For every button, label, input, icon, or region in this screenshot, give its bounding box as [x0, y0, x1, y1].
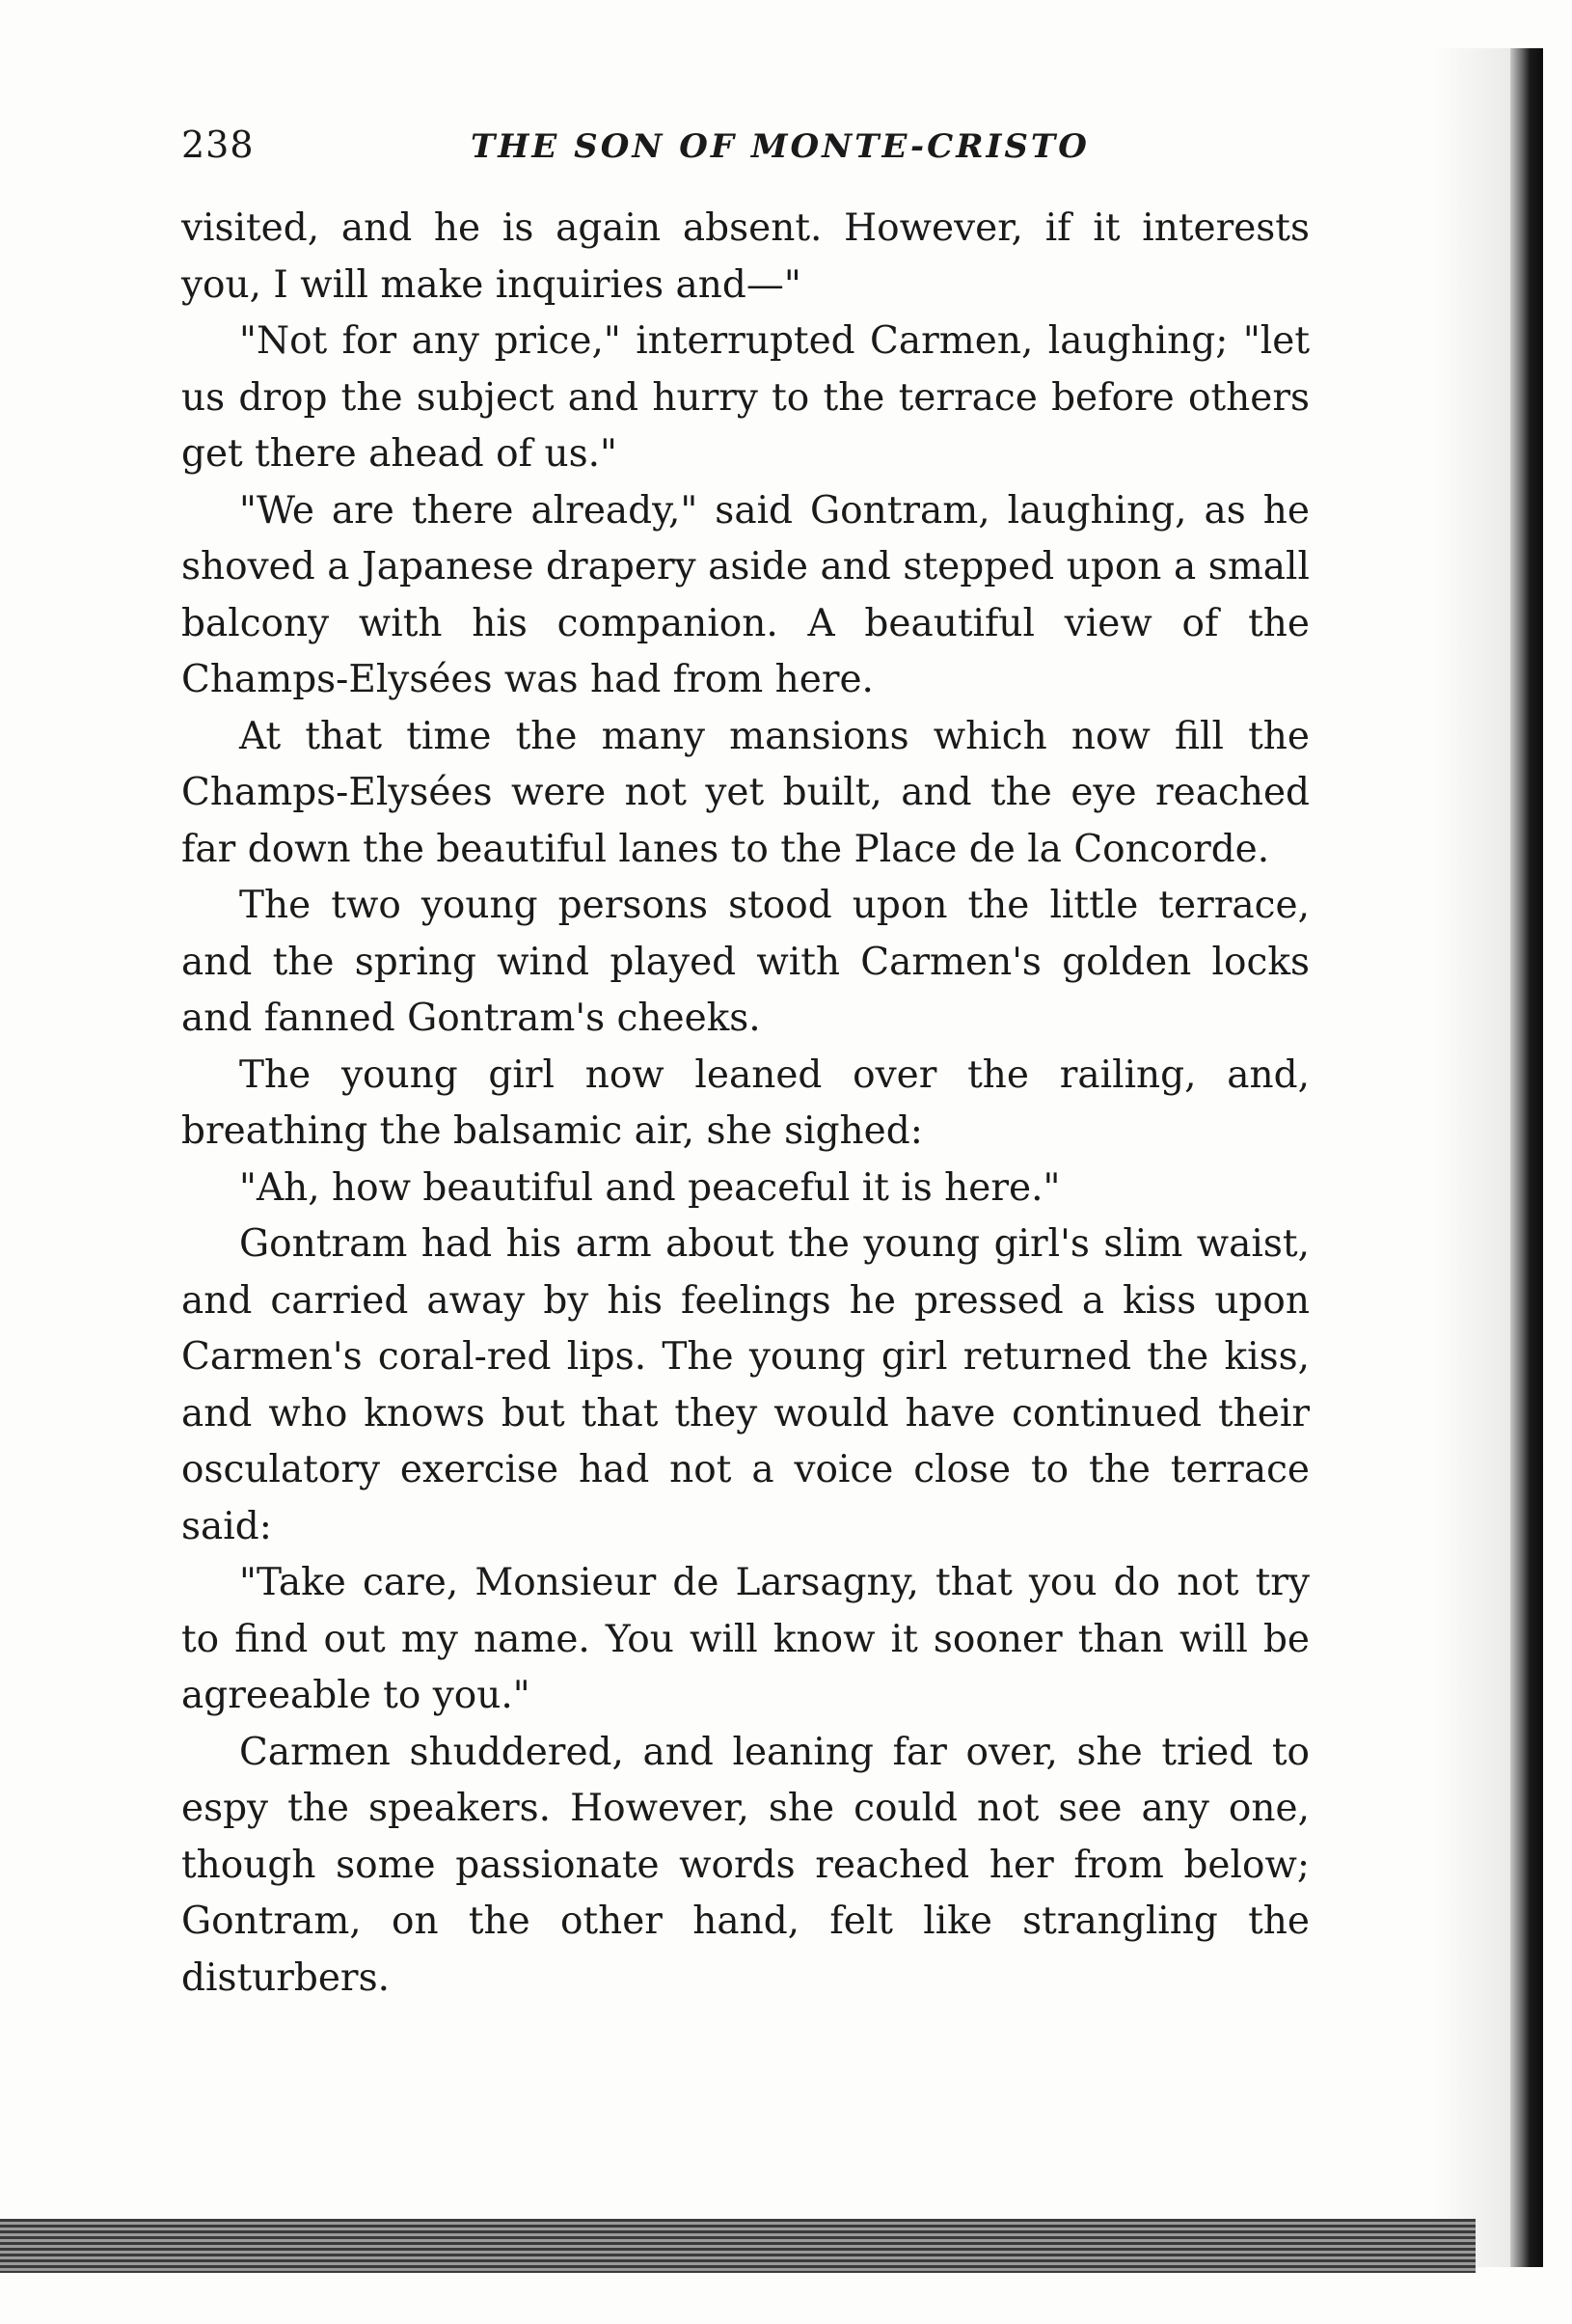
body-text: [181, 201, 1310, 2007]
running-title: THE SON OF MONTE-CRISTO: [471, 127, 1090, 166]
paragraph-5: The two young persons stood upon the little terrace, and the spring wind played with Carmen's golden locks and fanned Gontram's cheeks.: [181, 884, 1310, 1040]
paragraph-2: "Not for any price," interrupted Carmen, laughing; "let us drop the subject and hurry to the terrace before others get there ahead of us.": [181, 319, 1310, 476]
paragraph-4: At that time the many mansions which now fill the Champs-Elysées were not yet built, and the eye reached far down the beautiful lanes to the Place de la Concorde.: [181, 714, 1310, 871]
paragraph-8: Gontram had his arm about the young girl's slim waist, and carried away by his feelings he pressed a kiss upon Carmen's coral-red lips. The young girl returned the kiss, and who knows but that they would have continued their osculatory exercise had not a voice close to the terrace said:: [181, 1222, 1310, 1548]
paragraph-7: "Ah, how beautiful and peaceful it is here.": [239, 1165, 1061, 1210]
paragraph-6: The young girl now leaned over the railing, and, breathing the balsamic air, she sighed:: [181, 1053, 1310, 1153]
paragraph-3: "We are there already," said Gontram, laughing, as he shoved a Japanese drapery aside and stepped upon a small balcony with his companion. A beautiful view of the Champs-Elysées was had from here.: [181, 488, 1310, 701]
book-spine-edge: [1510, 48, 1543, 2267]
paragraph-1: visited, and he is again absent. However, if it interests you, I will make inquiries and—": [181, 206, 1310, 307]
page-edge-shadow: [1433, 48, 1510, 2267]
paragraph-9: "Take care, Monsieur de Larsagny, that you do not try to find out my name. You will know it sooner than will be agreeable to you.": [181, 1561, 1310, 1717]
page-header: [181, 123, 1329, 181]
paragraph-10: Carmen shuddered, and leaning far over, she tried to espy the speakers. However, she could not see any one, though some passionate words reached her from below; Gontram, on the other hand, felt like strangling the disturbers.: [181, 1730, 1310, 2000]
bottom-scan-rule: [0, 2219, 1476, 2273]
page-number: 238: [181, 123, 255, 166]
